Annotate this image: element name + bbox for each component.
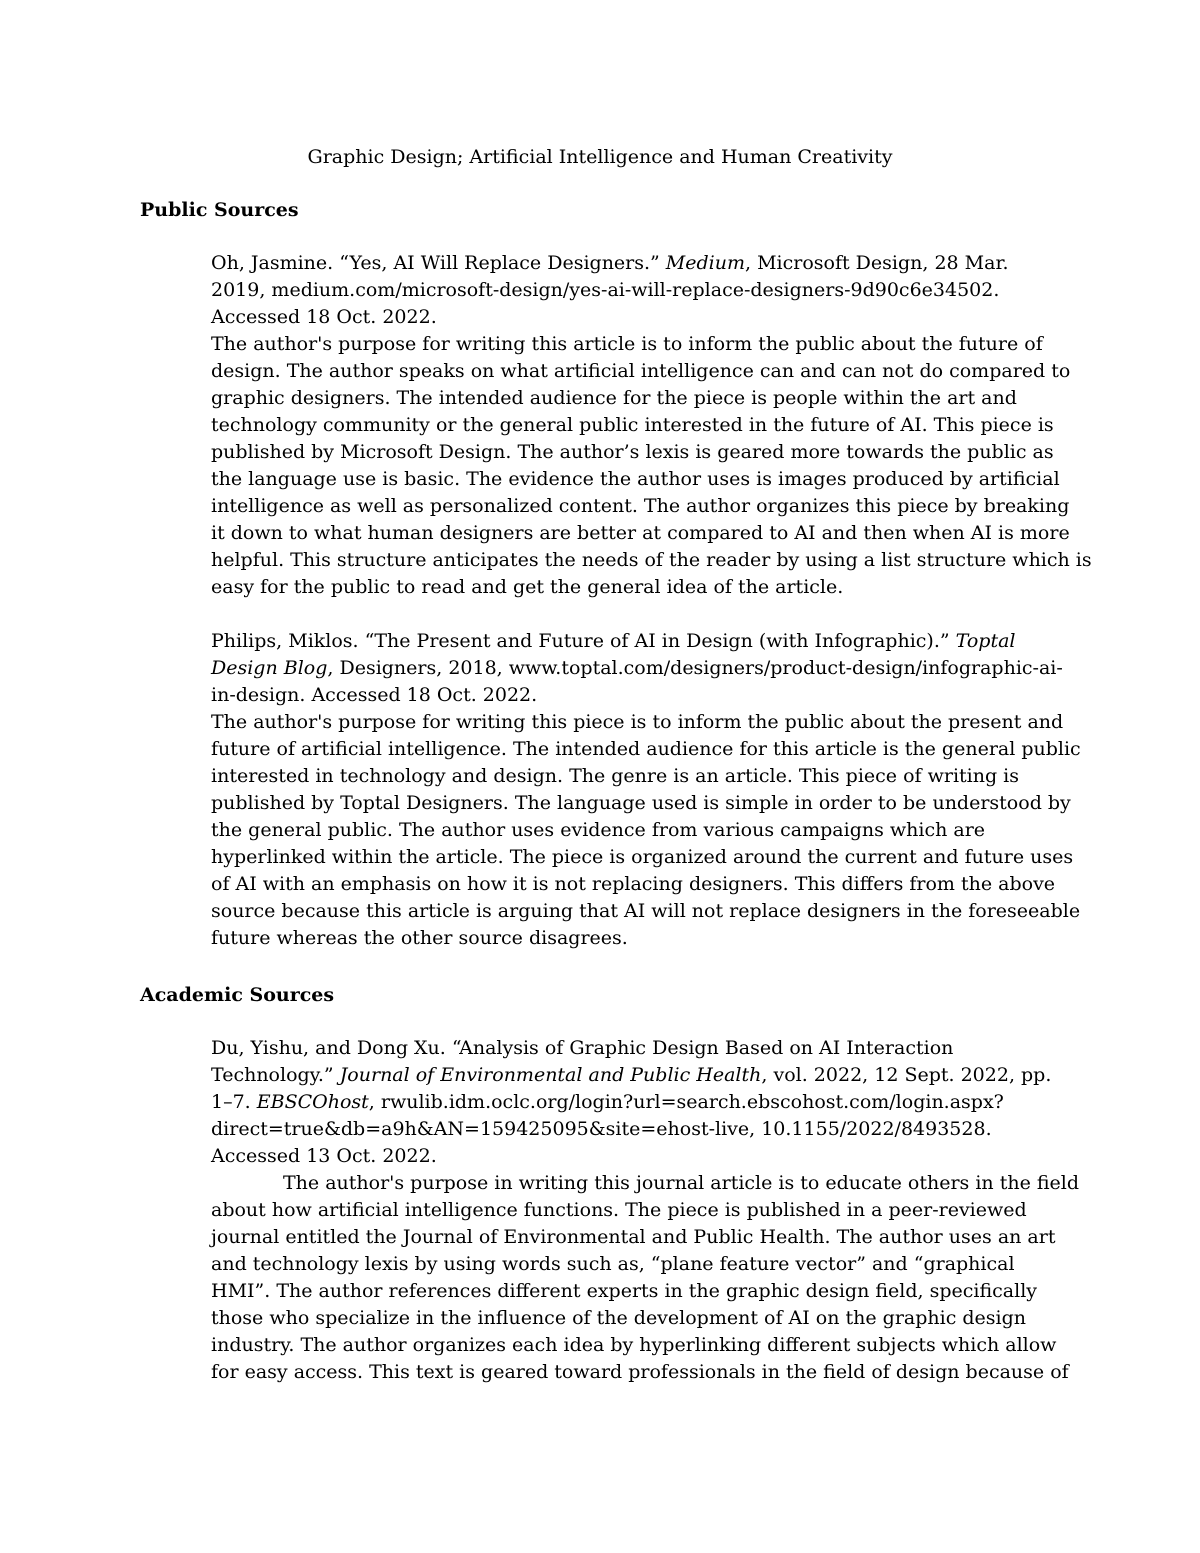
text-segment: design. The author speaks on what artificial intelligence can and can not do compared to — [211, 360, 1071, 382]
italic-text: Toptal — [955, 630, 1016, 652]
text-line — [211, 1305, 1071, 1332]
text-segment: direct=true&db=a9h&AN=159425095&site=ehost-live, 10.1155/2022/8493528. — [211, 1118, 992, 1140]
text-segment: published by Toptal Designers. The language used is simple in order to be understood by — [211, 792, 1071, 814]
text-line — [211, 736, 1081, 763]
text-line — [211, 682, 1071, 709]
text-segment: graphic designers. The intended audience for the piece is people within the art and — [211, 387, 1017, 409]
text-segment: technology community or the general public interested in the future of AI. This piece is — [211, 414, 1054, 436]
text-line — [211, 547, 1092, 574]
text-segment: for easy access. This text is geared toward professionals in the field of design because of — [211, 1361, 1069, 1383]
text-segment: Oh, Jasmine. “Yes, AI Will Replace Designers.” — [211, 252, 666, 274]
document-title: Graphic Design; Artificial Intelligence and Human Creativity — [307, 146, 893, 168]
text-segment: in-design. Accessed 18 Oct. 2022. — [211, 684, 538, 706]
source-entry-oh — [211, 250, 1092, 601]
text-line — [211, 1278, 1071, 1305]
text-segment: , Microsoft Design, 28 Mar. — [745, 252, 1009, 274]
text-line — [211, 898, 1081, 925]
text-segment: source because this article is arguing that AI will not replace designers in the foreseeable — [211, 900, 1081, 922]
text-line — [211, 250, 1071, 277]
text-line — [211, 1170, 1080, 1197]
italic-text: Design Blog — [211, 657, 328, 679]
text-segment: future of artificial intelligence. The intended audience for this article is the general public — [211, 738, 1081, 760]
italic-text: Journal of Environmental and Public Health — [339, 1064, 762, 1086]
text-line — [211, 763, 1071, 790]
italic-text: Medium — [665, 252, 745, 274]
text-segment: Accessed 13 Oct. 2022. — [211, 1145, 437, 1167]
text-segment: journal entitled the Journal of Environmental and Public Health. The author uses an art — [211, 1226, 1056, 1248]
text-segment: about how artificial intelligence functions. The piece is published in a peer-reviewed — [211, 1199, 1027, 1221]
text-line — [211, 331, 1071, 358]
text-line — [211, 1062, 1071, 1089]
text-segment: , rwulib.idm.oclc.org/login?url=search.ebscohost.com/login.aspx? — [368, 1091, 1004, 1113]
text-segment: future whereas the other source disagrees. — [211, 927, 628, 949]
text-segment: it down to what human designers are better at compared to AI and then when AI is more — [211, 522, 1070, 544]
text-line — [211, 1035, 1071, 1062]
text-segment: those who specialize in the influence of the development of AI on the graphic design — [211, 1307, 1027, 1329]
public-sources-heading: Public Sources — [140, 199, 299, 221]
text-segment: HMI”. The author references different experts in the graphic design field, specifically — [211, 1280, 1037, 1302]
text-line — [211, 709, 1071, 736]
text-line — [211, 1197, 1071, 1224]
text-segment: easy for the public to read and get the general idea of the article. — [211, 576, 844, 598]
text-segment: industry. The author organizes each idea by hyperlinking different subjects which allow — [211, 1334, 1057, 1356]
text-segment: 2019, medium.com/microsoft-design/yes-ai-will-replace-designers-9d90c6e34502. — [211, 279, 1000, 301]
text-line — [211, 385, 1071, 412]
text-segment: Technology.” — [211, 1064, 340, 1086]
text-segment: the general public. The author uses evidence from various campaigns which are — [211, 819, 986, 841]
text-segment: 1–7. — [211, 1091, 257, 1113]
text-segment: The author's purpose for writing this piece is to inform the public about the present and — [211, 711, 1064, 733]
text-line — [211, 628, 1071, 655]
academic-sources-heading: Academic Sources — [140, 984, 335, 1006]
text-segment: helpful. This structure anticipates the needs of the reader by using a list structure which is — [211, 549, 1092, 571]
text-line — [211, 1143, 1071, 1170]
text-segment: published by Microsoft Design. The author’s lexis is geared more towards the public as — [211, 441, 1054, 463]
text-line — [211, 466, 1071, 493]
text-line — [211, 277, 1071, 304]
text-segment: Philips, Miklos. “The Present and Future of AI in Design (with Infographic).” — [211, 630, 956, 652]
text-segment: Accessed 18 Oct. 2022. — [211, 306, 437, 328]
text-segment: of AI with an emphasis on how it is not replacing designers. This differs from the above — [211, 873, 1056, 895]
text-line — [211, 493, 1071, 520]
text-line — [211, 304, 1071, 331]
text-line — [211, 817, 1071, 844]
italic-text: EBSCOhost — [256, 1091, 369, 1113]
text-line — [211, 790, 1071, 817]
text-segment: The author's purpose in writing this journal article is to educate others in the field — [283, 1172, 1080, 1194]
text-segment: interested in technology and design. The genre is an article. This piece of writing is — [211, 765, 1020, 787]
text-line — [211, 1251, 1071, 1278]
text-line — [211, 1332, 1071, 1359]
text-segment: , Designers, 2018, www.toptal.com/designers/product-design/infographic-ai- — [327, 657, 1063, 679]
text-segment: intelligence as well as personalized content. The author organizes this piece by breaking — [211, 495, 1070, 517]
text-line — [211, 520, 1071, 547]
text-line — [211, 871, 1071, 898]
text-line — [211, 1224, 1071, 1251]
text-line — [211, 439, 1071, 466]
text-line — [211, 655, 1071, 682]
text-line — [211, 412, 1071, 439]
text-line — [211, 358, 1071, 385]
text-segment: hyperlinked within the article. The piece is organized around the current and future uses — [211, 846, 1074, 868]
text-segment: Du, Yishu, and Dong Xu. “Analysis of Graphic Design Based on AI Interaction — [211, 1037, 954, 1059]
text-segment: the language use is basic. The evidence the author uses is images produced by artificial — [211, 468, 1060, 490]
text-line — [211, 844, 1074, 871]
text-segment: and technology lexis by using words such as, “plane feature vector” and “graphical — [211, 1253, 1015, 1275]
text-segment: The author's purpose for writing this article is to inform the public about the future of — [211, 333, 1043, 355]
text-line — [211, 574, 1071, 601]
source-entry-du — [211, 1035, 1080, 1386]
text-segment: , vol. 2022, 12 Sept. 2022, pp. — [761, 1064, 1052, 1086]
text-line — [211, 1359, 1071, 1386]
source-entry-philips — [211, 628, 1081, 952]
text-line — [211, 1116, 1071, 1143]
text-line — [211, 925, 1071, 952]
text-line — [211, 1089, 1071, 1116]
